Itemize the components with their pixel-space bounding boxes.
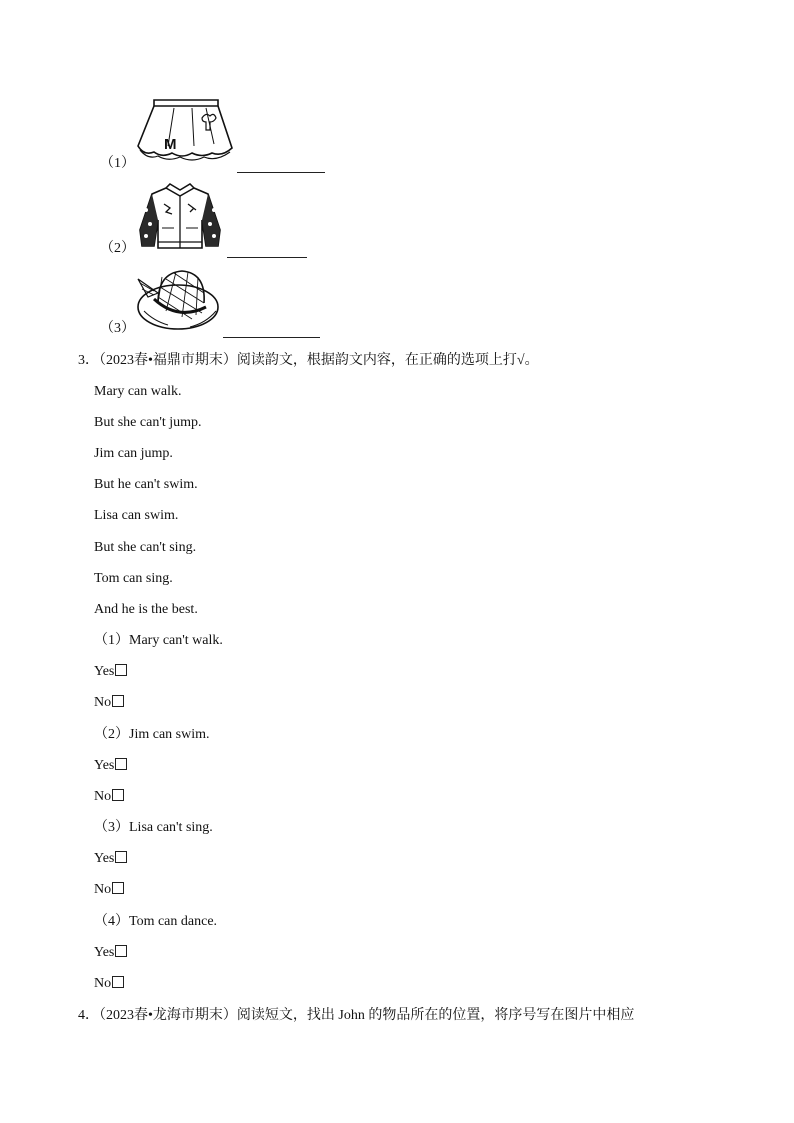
poem-line: Lisa can swim.: [94, 508, 179, 523]
yes-checkbox[interactable]: [115, 758, 127, 770]
poem-line: And he is the best.: [94, 602, 198, 617]
jacket-icon: [134, 180, 226, 252]
no-option[interactable]: [94, 788, 124, 806]
sub-question-3: （3）Lisa can't sing.: [94, 820, 213, 835]
sub-question-1: （1）Mary can't walk.: [94, 633, 223, 648]
yes-checkbox[interactable]: [115, 945, 127, 957]
yes-option[interactable]: [94, 757, 127, 775]
no-checkbox[interactable]: [112, 695, 124, 707]
no-checkbox[interactable]: [112, 976, 124, 988]
poem-line: Mary can walk.: [94, 384, 182, 399]
skirt-letter: M: [164, 136, 177, 153]
no-label: No: [94, 976, 112, 991]
hat-icon: [132, 263, 222, 335]
yes-label: Yes: [94, 945, 115, 960]
answer-blank-2[interactable]: [227, 257, 307, 258]
poem-line: Jim can jump.: [94, 446, 173, 461]
poem-line: Tom can sing.: [94, 571, 173, 586]
item-number: （2）: [100, 241, 135, 256]
no-label: No: [94, 695, 112, 710]
poem-line: But she can't sing.: [94, 540, 197, 555]
yes-label: Yes: [94, 851, 115, 866]
no-option[interactable]: [94, 975, 124, 993]
no-checkbox[interactable]: [112, 882, 124, 894]
yes-checkbox[interactable]: [115, 851, 127, 863]
question-3-heading: 3．（2023春•福鼎市期末）阅读韵文，根据韵文内容，在正确的选项上打√。: [78, 353, 539, 368]
no-label: No: [94, 789, 112, 804]
yes-label: Yes: [94, 758, 115, 773]
item-number: （1）: [100, 156, 135, 171]
yes-option[interactable]: [94, 663, 127, 681]
skirt-icon: [134, 96, 236, 164]
poem-line: But he can't swim.: [94, 477, 198, 492]
item-number: （3）: [100, 321, 135, 336]
no-checkbox[interactable]: [112, 789, 124, 801]
answer-blank-1[interactable]: [237, 172, 325, 173]
no-option[interactable]: [94, 694, 124, 712]
sub-question-2: （2）Jim can swim.: [94, 727, 210, 742]
no-label: No: [94, 882, 112, 897]
yes-checkbox[interactable]: [115, 664, 127, 676]
yes-option[interactable]: [94, 944, 127, 962]
yes-option[interactable]: [94, 850, 127, 868]
no-option[interactable]: [94, 881, 124, 899]
question-4-heading: 4．（2023春•龙海市期末）阅读短文，找出 John 的物品所在的位置，将序号写在图片中相应: [78, 1008, 635, 1023]
yes-label: Yes: [94, 664, 115, 679]
poem-line: But she can't jump.: [94, 415, 202, 430]
answer-blank-3[interactable]: [223, 337, 320, 338]
sub-question-4: （4）Tom can dance.: [94, 914, 218, 929]
